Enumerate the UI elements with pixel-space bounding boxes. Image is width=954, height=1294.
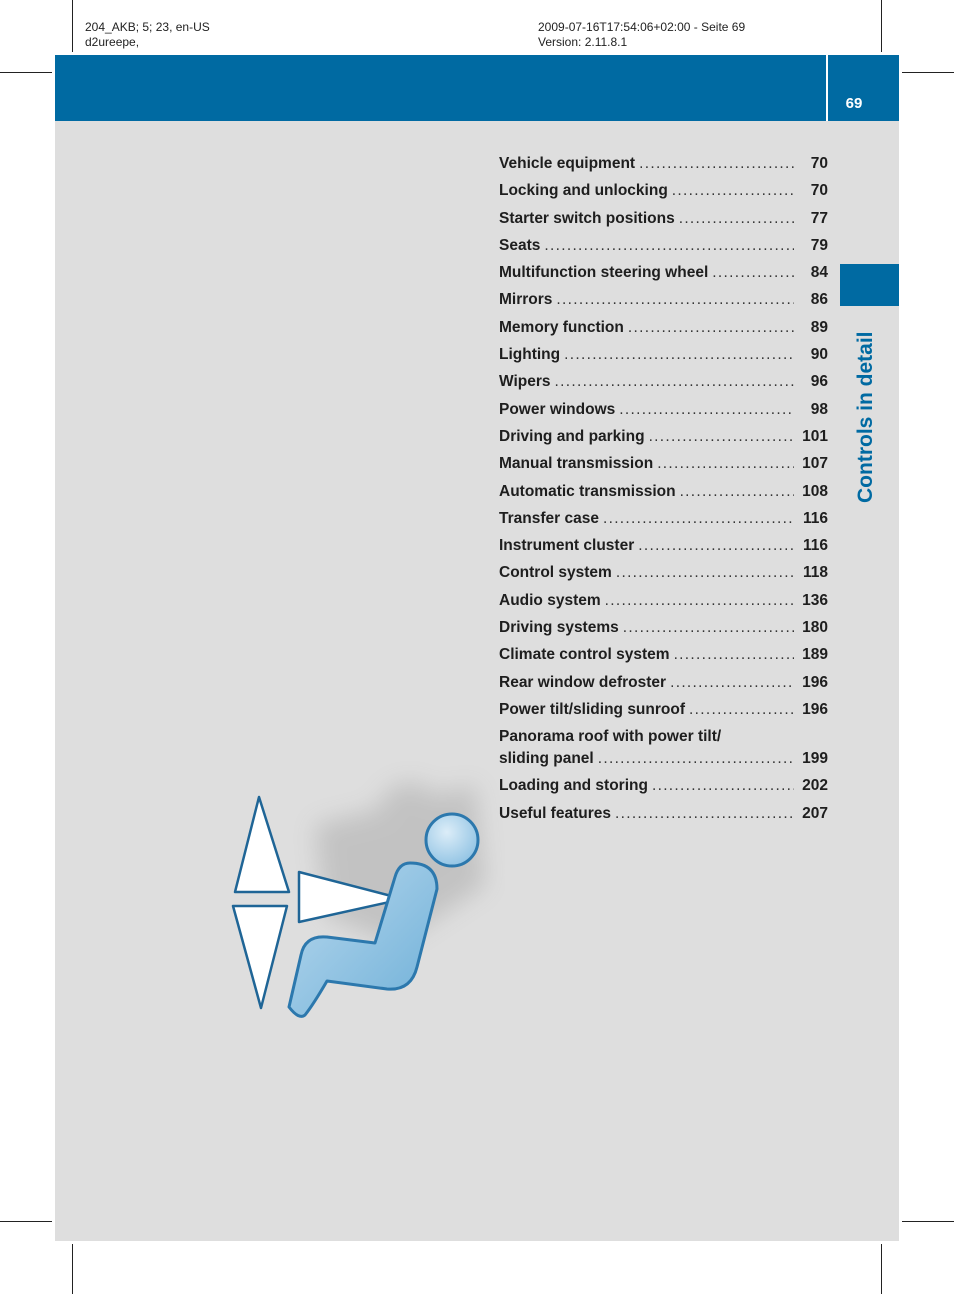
header-bar (55, 55, 899, 121)
toc-title: Instrument cluster (499, 537, 635, 555)
arrow-down-icon (233, 906, 287, 1008)
toc-entry-seats[interactable] (499, 237, 828, 264)
toc-page-number: 90 (810, 346, 828, 364)
print-meta-right-line2: Version: 2.11.8.1 (538, 35, 628, 49)
toc-title: Mirrors (499, 291, 553, 309)
toc-entry-transfer-case[interactable] (499, 510, 828, 537)
dot-leader (619, 401, 794, 419)
toc-page-number: 196 (802, 673, 828, 691)
dot-leader (603, 510, 794, 528)
toc-page-number: 207 (802, 804, 828, 822)
toc-page-number: 116 (802, 537, 828, 555)
toc-title-line1: Panorama roof with power tilt/ (499, 728, 722, 746)
dot-leader (652, 777, 794, 795)
crop-mark (72, 0, 73, 52)
dot-leader (657, 455, 794, 473)
toc-title: Power tilt/sliding sunroof (499, 700, 685, 718)
manual-page (55, 55, 899, 1241)
toc-title: Lighting (499, 346, 561, 364)
toc-entry-starter-switch-positions[interactable] (499, 210, 828, 237)
toc-page-number: 180 (802, 619, 828, 637)
dot-leader (544, 237, 794, 255)
toc-title: Rear window defroster (499, 673, 667, 691)
toc-entry-useful-features[interactable] (499, 805, 828, 832)
toc-title: Climate control system (499, 646, 670, 664)
toc-entry-panorama-roof[interactable] (499, 728, 828, 777)
dot-leader (628, 319, 794, 337)
dot-leader (679, 210, 794, 228)
toc-entry-manual-transmission[interactable] (499, 455, 828, 482)
table-of-contents (499, 155, 828, 832)
dot-leader (555, 373, 794, 391)
toc-page-number: 189 (802, 646, 828, 664)
toc-page-number: 86 (810, 291, 828, 309)
toc-page-number: 108 (802, 482, 828, 500)
crop-mark (0, 1221, 52, 1222)
toc-page-number: 89 (810, 318, 828, 336)
toc-entry-driving-and-parking[interactable] (499, 428, 828, 455)
toc-entry-wipers[interactable] (499, 373, 828, 400)
toc-page-number: 107 (802, 455, 828, 473)
toc-page-number: 79 (810, 236, 828, 254)
toc-entry-locking-and-unlocking[interactable] (499, 182, 828, 209)
toc-page-number: 116 (802, 509, 828, 527)
dot-leader (649, 428, 794, 446)
print-meta-left (85, 20, 210, 50)
dot-leader (564, 346, 794, 364)
toc-entry-climate-control-system[interactable] (499, 646, 828, 673)
print-meta-left-line2: d2ureepe, (85, 35, 140, 49)
dot-leader (712, 264, 794, 282)
dot-leader (623, 619, 794, 637)
toc-entry-rear-window-defroster[interactable] (499, 674, 828, 701)
chapter-tab (840, 264, 899, 306)
toc-entry-driving-systems[interactable] (499, 619, 828, 646)
toc-page-number: 196 (802, 700, 828, 718)
toc-title: Memory function (499, 318, 624, 336)
toc-entry-control-system[interactable] (499, 564, 828, 591)
arrow-up-icon (235, 797, 289, 892)
toc-title: Vehicle equipment (499, 155, 636, 172)
dot-leader (605, 592, 794, 610)
toc-page-number: 136 (802, 591, 828, 609)
toc-title: Starter switch positions (499, 209, 675, 227)
toc-page-number: 98 (810, 400, 828, 418)
seat-headrest-shape (426, 814, 478, 866)
toc-page-number: 118 (802, 564, 828, 582)
toc-page-number: 70 (810, 182, 828, 200)
dot-leader (689, 701, 794, 719)
crop-mark (881, 0, 882, 52)
toc-title-line2: sliding panel (499, 750, 594, 768)
toc-entry-mirrors[interactable] (499, 291, 828, 318)
toc-title: Useful features (499, 804, 611, 822)
dot-leader (639, 155, 794, 173)
toc-page-number: 202 (802, 777, 828, 795)
toc-entry-audio-system[interactable] (499, 592, 828, 619)
toc-title: Driving systems (499, 619, 619, 637)
toc-entry-power-windows[interactable] (499, 401, 828, 428)
chapter-label-text: Controls in detail (854, 331, 877, 503)
toc-page-number: 70 (810, 155, 828, 172)
toc-title: Audio system (499, 591, 601, 609)
crop-mark (0, 72, 52, 73)
toc-title: Multifunction steering wheel (499, 264, 709, 282)
dot-leader (556, 291, 794, 309)
toc-title: Transfer case (499, 509, 599, 527)
toc-title: Wipers (499, 373, 551, 391)
crop-mark (881, 1244, 882, 1294)
toc-entry-lighting[interactable] (499, 346, 828, 373)
toc-title: Power windows (499, 400, 616, 418)
toc-page-number: 96 (810, 373, 828, 391)
print-meta-left-line1: 204_AKB; 5; 23, en-US (85, 20, 210, 34)
dot-leader (616, 564, 794, 582)
toc-title: Control system (499, 564, 612, 582)
toc-entry-multifunction-steering-wheel[interactable] (499, 264, 828, 291)
toc-entry-automatic-transmission[interactable] (499, 483, 828, 510)
dot-leader (674, 646, 794, 664)
toc-title: Manual transmission (499, 455, 654, 473)
toc-page-number: 84 (810, 264, 828, 282)
crop-mark (902, 1221, 954, 1222)
dot-leader (672, 182, 794, 200)
toc-page-number: 101 (802, 427, 828, 445)
toc-title: Driving and parking (499, 427, 645, 445)
toc-page-number: 199 (802, 750, 828, 768)
toc-entry-memory-function[interactable] (499, 319, 828, 346)
dot-leader (638, 537, 794, 555)
dot-leader (670, 674, 794, 692)
print-meta-right-line1: 2009-07-16T17:54:06+02:00 - Seite 69 (538, 20, 746, 34)
toc-title: Locking and unlocking (499, 182, 668, 200)
crop-mark (72, 1244, 73, 1294)
seat-adjustment-icon (175, 745, 505, 1025)
toc-entry-loading-and-storing[interactable] (499, 777, 828, 804)
crop-mark (902, 72, 954, 73)
toc-title: Automatic transmission (499, 482, 676, 500)
dot-leader (615, 805, 794, 823)
toc-title: Loading and storing (499, 777, 648, 795)
toc-entry-power-tilt-sliding-sunroof[interactable] (499, 701, 828, 728)
page-number: 69 (845, 95, 863, 112)
toc-title: Seats (499, 236, 541, 254)
dot-leader (598, 750, 794, 768)
print-meta-right (538, 20, 745, 50)
dot-leader (680, 483, 794, 501)
toc-entry-instrument-cluster[interactable] (499, 537, 828, 564)
toc-page-number: 77 (810, 209, 828, 227)
toc-entry-vehicle-equipment[interactable] (499, 155, 828, 182)
